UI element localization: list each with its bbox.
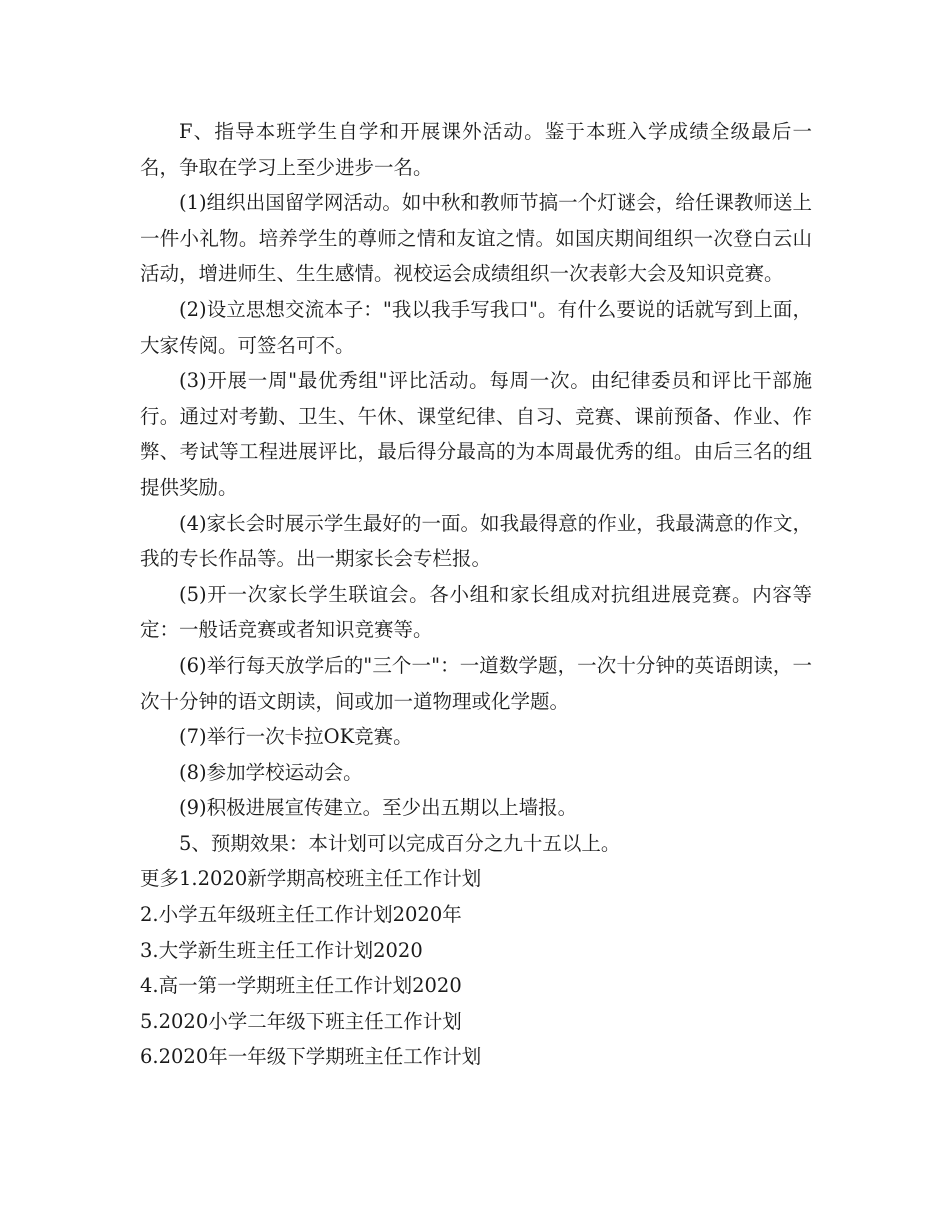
more-link-3[interactable]: 3.大学新生班主任工作计划2020 (140, 938, 423, 962)
more-link-2[interactable]: 2.小学五年级班主任工作计划2020年 (140, 903, 462, 927)
paragraph-item-7: (7)举行一次卡拉OK竞赛。 (179, 725, 413, 749)
paragraph-f-guidance: F、指导本班学生自学和开展课外活动。鉴于本班入学成绩全级最后一名，争取在学习上至少进步一名。 (140, 120, 812, 179)
more-link-5[interactable]: 5.2020小学二年级下班主任工作计划 (140, 1009, 462, 1033)
paragraph-item-5: (5)开一次家长学生联谊会。各小组和家长组成对抗组进展竞赛。内容等定：一般话竞赛或者知识竞赛等。 (140, 582, 812, 642)
paragraph-item-2: (2)设立思想交流本子："我以我手写我口"。有什么要说的话就写到上面，大家传阅。可签名可不。 (140, 297, 812, 357)
more-link-1[interactable]: 更多1.2020新学期高校班主任工作计划 (140, 867, 482, 891)
paragraph-expected-effect: 5、预期效果：本计划可以完成百分之九十五以上。 (179, 831, 621, 855)
paragraph-item-6: (6)举行每天放学后的"三个一"：一道数学题，一次十分钟的英语朗读，一次十分钟的语文朗读，间或加一道物理或化学题。 (140, 653, 812, 713)
paragraph-item-9: (9)积极进展宣传建立。至少出五期以上墙报。 (179, 796, 578, 820)
paragraph-item-4: (4)家长会时展示学生最好的一面。如我最得意的作业，我最满意的作文，我的专长作品等。出一期家长会专栏报。 (140, 511, 812, 571)
paragraph-item-8: (8)参加学校运动会。 (179, 760, 363, 784)
more-link-6[interactable]: 6.2020年一年级下学期班主任工作计划 (140, 1045, 482, 1069)
more-link-4[interactable]: 4.高一第一学期班主任工作计划2020 (140, 974, 462, 998)
paragraph-item-1: (1)组织出国留学网活动。如中秋和教师节搞一个灯谜会，给任课教师送上一件小礼物。培养学生的尊师之情和友谊之情。如国庆期间组织一次登白云山活动，增进师生、生生感情。视校运会成绩组织一次表彰大会及知识竞赛。 (140, 191, 812, 286)
document-body (140, 114, 812, 1075)
paragraph-item-3: (3)开展一周"最优秀组"评比活动。每周一次。由纪律委员和评比干部施行。通过对考勤、卫生、午休、课堂纪律、自习、竞赛、课前预备、作业、作弊、考试等工程进展评比，最后得分最高的为本周最优秀的组。由后三名的组提供奖励。 (140, 369, 812, 499)
